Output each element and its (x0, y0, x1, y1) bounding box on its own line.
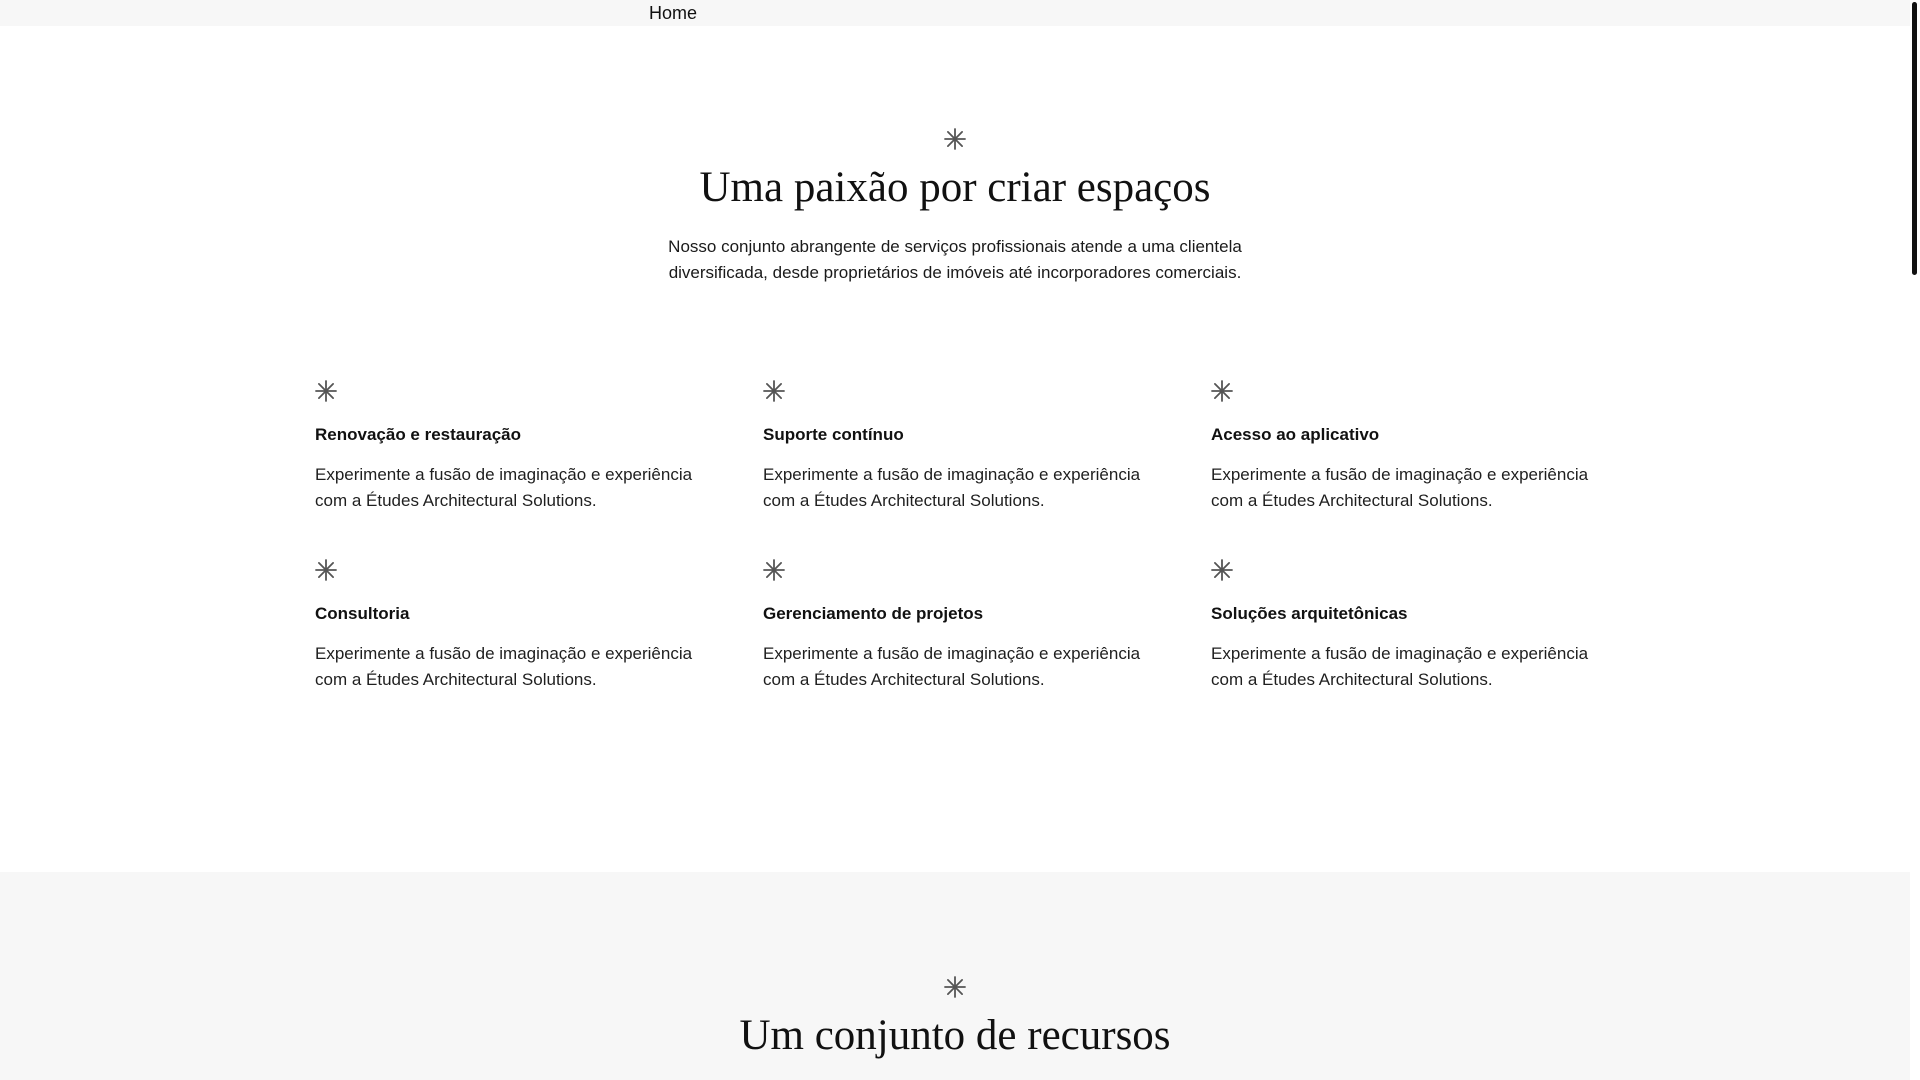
resources-header (0, 976, 1910, 1062)
feature-title: Acesso ao aplicativo (1211, 425, 1380, 444)
scrollbar-thumb[interactable] (1912, 2, 1917, 275)
feature-card (1211, 559, 1591, 693)
asterisk-icon (763, 380, 785, 402)
section-description: Nosso conjunto abrangente de serviços profissionais atende a uma clientela diversificada, desde proprietários de imóveis até incorporadores comerciais. (668, 237, 1242, 282)
nav-home-link[interactable]: Home (649, 3, 698, 23)
asterisk-icon (1211, 380, 1233, 402)
services-header (0, 128, 1910, 286)
feature-title: Gerenciamento de projetos (763, 604, 984, 623)
asterisk-icon (944, 128, 966, 150)
feature-description: Experimente a fusão de imaginação e experiência com a Études Architectural Solutions. (763, 644, 1141, 689)
section-title: Uma paixão por criar espaços (699, 164, 1211, 211)
top-nav-bar (0, 0, 1910, 26)
feature-description: Experimente a fusão de imaginação e experiência com a Études Architectural Solutions. (315, 644, 693, 689)
asterisk-icon (1211, 559, 1233, 581)
asterisk-icon (944, 976, 966, 998)
resources-title: Um conjunto de recursos (739, 1012, 1171, 1059)
asterisk-icon (763, 559, 785, 581)
feature-description: Experimente a fusão de imaginação e experiência com a Études Architectural Solutions. (315, 465, 693, 510)
asterisk-icon (315, 559, 337, 581)
feature-card (763, 559, 1143, 693)
feature-description: Experimente a fusão de imaginação e experiência com a Études Architectural Solutions. (1211, 465, 1589, 510)
feature-title: Consultoria (315, 604, 410, 623)
feature-card (315, 380, 695, 514)
asterisk-icon (315, 380, 337, 402)
feature-description: Experimente a fusão de imaginação e experiência com a Études Architectural Solutions. (1211, 644, 1589, 689)
feature-title: Suporte contínuo (763, 425, 904, 444)
feature-title: Renovação e restauração (315, 425, 521, 444)
feature-card (763, 380, 1143, 514)
feature-card (315, 559, 695, 693)
services-section (0, 26, 1910, 872)
page-scrollbar[interactable] (1910, 0, 1920, 1080)
feature-description: Experimente a fusão de imaginação e experiência com a Études Architectural Solutions. (763, 465, 1141, 510)
resources-section (0, 872, 1910, 1080)
feature-title: Soluções arquitetônicas (1211, 604, 1408, 623)
features-grid (315, 380, 1615, 693)
feature-card (1211, 380, 1591, 514)
